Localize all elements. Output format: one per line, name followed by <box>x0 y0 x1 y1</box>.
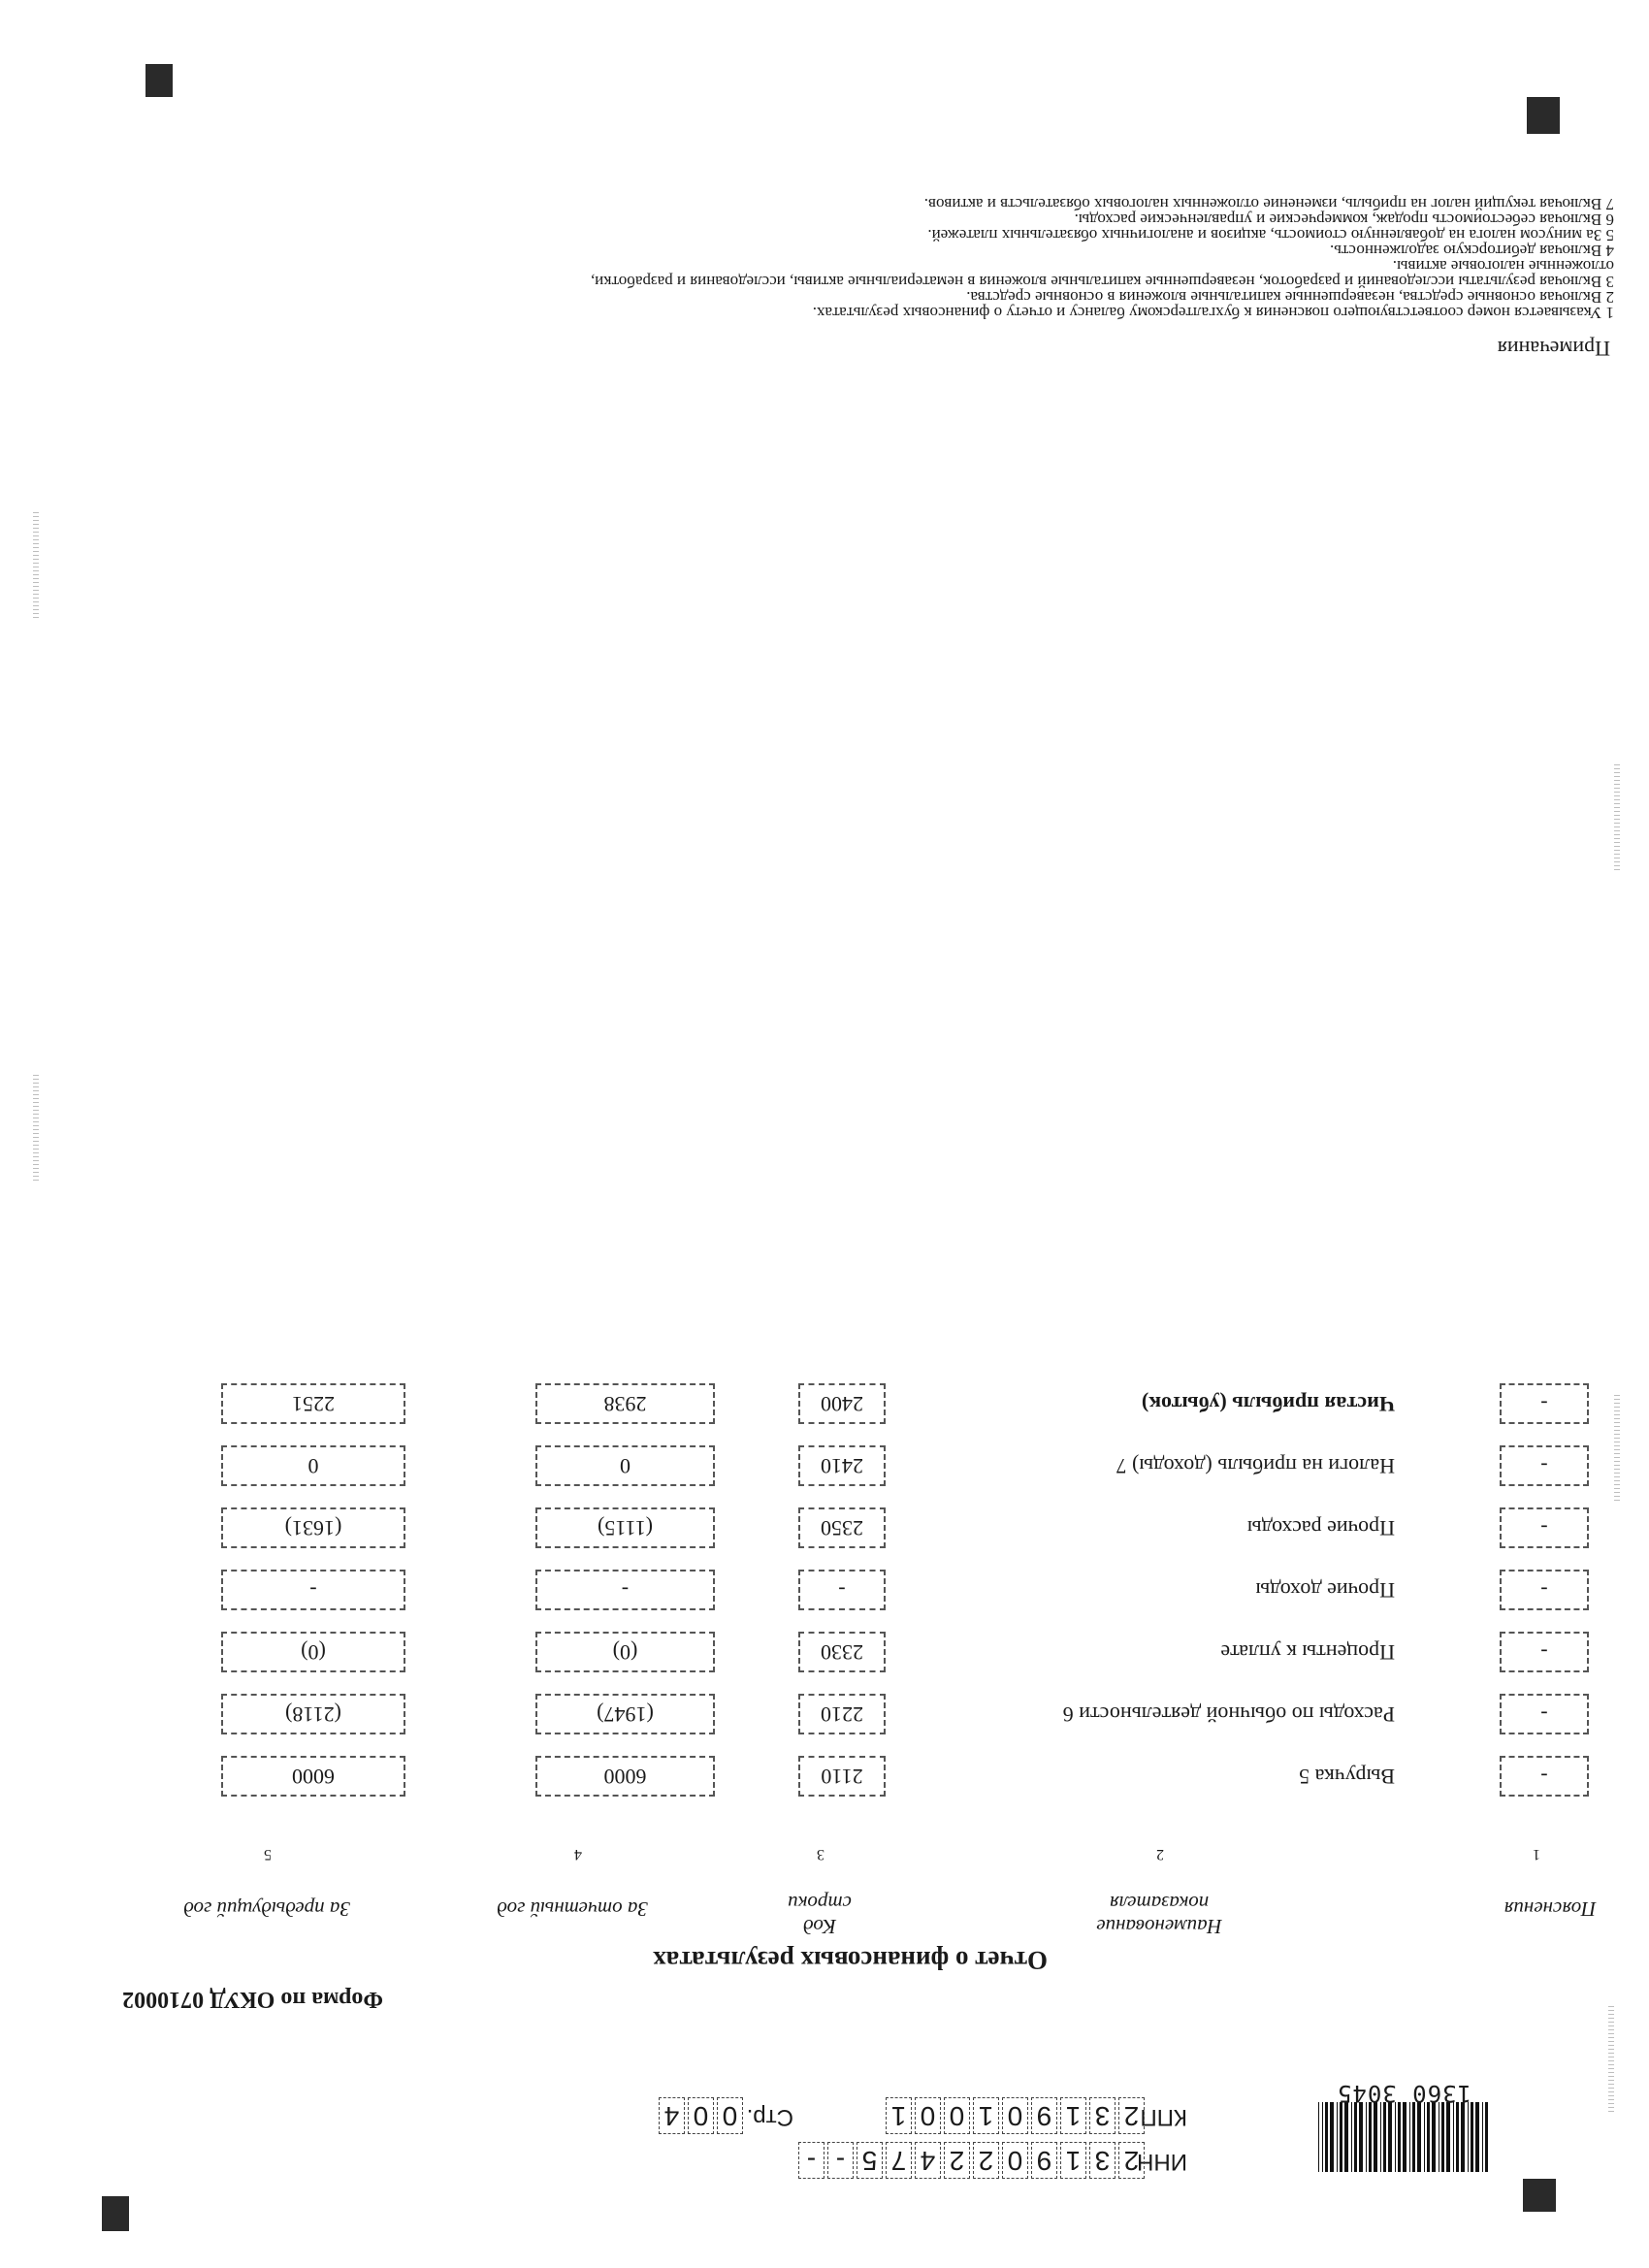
note-line: 3 Включая результаты исследований и разработок, незавершенные капитальные вложения в нематериальные активы, исследования и разработки, <box>590 273 1614 291</box>
page-cells <box>656 2097 743 2134</box>
kpp-cells <box>883 2097 1145 2134</box>
note-line: 4 Включая дебиторскую задолженность. <box>1329 242 1614 260</box>
digit-cell: 0 <box>915 2097 941 2134</box>
row-previous-value: (2118) <box>221 1694 405 1734</box>
digit-cell: 4 <box>659 2097 685 2134</box>
inn-cells <box>795 2142 1145 2179</box>
note-line: отложенные налоговые активы. <box>1392 257 1614 275</box>
row-code-cell: 2330 <box>798 1632 886 1672</box>
digit-cell: 9 <box>1031 2142 1057 2179</box>
row-previous-value: - <box>221 1570 405 1610</box>
inn-label: ИНН <box>1137 2149 1187 2175</box>
row-note-cell: - <box>1500 1570 1589 1610</box>
row-name: Налоги на прибыль (доходы) 7 <box>1116 1454 1395 1478</box>
scan-artifact <box>1614 764 1620 871</box>
corner-marker-bottom-right <box>102 2196 129 2231</box>
row-previous-value: (0) <box>221 1632 405 1672</box>
scan-artifact <box>1614 1395 1620 1502</box>
digit-cell: 3 <box>1089 2097 1116 2134</box>
column-number: 3 <box>817 1846 824 1863</box>
form-code: Форма по ОКУД 0710002 <box>122 1987 383 2012</box>
scan-artifact <box>1608 2006 1614 2113</box>
digit-cell: 0 <box>688 2097 714 2134</box>
row-current-value: 2938 <box>535 1383 715 1424</box>
digit-cell: 1 <box>886 2097 912 2134</box>
column-number: 1 <box>1533 1846 1540 1863</box>
digit-cell: 9 <box>1031 2097 1057 2134</box>
row-current-value: 6000 <box>535 1756 715 1797</box>
row-current-value: - <box>535 1570 715 1610</box>
column-header-name: Наименование показателя <box>1096 1892 1222 1938</box>
row-previous-value: 0 <box>221 1445 405 1486</box>
barcode-number: 1360 3045 <box>1336 2080 1472 2107</box>
corner-marker-top-left <box>1523 2179 1556 2212</box>
note-line: 2 Включая основные средства, незавершенные капитальные вложения в основные средства. <box>966 288 1614 307</box>
row-name: Проценты к уплате <box>1220 1640 1395 1665</box>
digit-cell: 2 <box>1118 2142 1145 2179</box>
digit-cell: 1 <box>973 2097 999 2134</box>
digit-cell: - <box>798 2142 824 2179</box>
digit-cell: 0 <box>717 2097 743 2134</box>
row-name: Прочие расходы <box>1246 1516 1395 1540</box>
row-current-value: (0) <box>535 1632 715 1672</box>
column-number: 5 <box>264 1846 272 1863</box>
row-note-cell: - <box>1500 1694 1589 1734</box>
digit-cell: 2 <box>944 2142 970 2179</box>
row-previous-value: 2251 <box>221 1383 405 1424</box>
digit-cell: 5 <box>857 2142 883 2179</box>
notes-title: Примечания <box>1497 337 1610 361</box>
barcode <box>1317 2101 1489 2173</box>
row-code-cell: 2400 <box>798 1383 886 1424</box>
digit-cell: 1 <box>1060 2142 1086 2179</box>
column-header-code: Код строки <box>788 1892 852 1938</box>
kpp-label: КПП <box>1140 2104 1187 2130</box>
corner-marker-bottom-left <box>1527 97 1560 134</box>
row-current-value: (1947) <box>535 1694 715 1734</box>
note-line: 6 Включая себестоимость продаж, коммерческие и управленческие расходы. <box>1074 211 1614 229</box>
column-header-notes: Пояснения <box>1504 1897 1597 1921</box>
scan-artifact <box>33 1075 39 1182</box>
row-note-cell: - <box>1500 1632 1589 1672</box>
row-previous-value: 6000 <box>221 1756 405 1797</box>
corner-marker-top-right <box>146 64 173 97</box>
row-code-cell: 2110 <box>798 1756 886 1797</box>
row-code-cell: 2350 <box>798 1507 886 1548</box>
row-code-cell: 2410 <box>798 1445 886 1486</box>
digit-cell: 7 <box>886 2142 912 2179</box>
row-previous-value: (1631) <box>221 1507 405 1548</box>
column-number: 4 <box>574 1846 582 1863</box>
note-line: 5 За минусом налога на добавленную стоимость, акцизов и аналогичных обязательных платежей. <box>927 226 1614 244</box>
digit-cell: - <box>827 2142 854 2179</box>
column-header-current: За отчетный год <box>497 1897 648 1921</box>
digit-cell: 4 <box>915 2142 941 2179</box>
row-note-cell: - <box>1500 1383 1589 1424</box>
digit-cell: 2 <box>1118 2097 1145 2134</box>
digit-cell: 0 <box>1002 2097 1028 2134</box>
note-line: 7 Включая текущий налог на прибыль, изменение отложенных налоговых обязательств и активов. <box>923 195 1614 213</box>
digit-cell: 0 <box>944 2097 970 2134</box>
note-line: 1 Указывается номер соответствующего пояснения к бухгалтерскому балансу и отчету о финансовых результатах. <box>812 304 1614 322</box>
row-code-cell: - <box>798 1570 886 1610</box>
row-note-cell: - <box>1500 1507 1589 1548</box>
scan-artifact <box>33 512 39 619</box>
digit-cell: 3 <box>1089 2142 1116 2179</box>
page-label: Стр. <box>746 2104 793 2130</box>
row-name: Чистая прибыль (убыток) <box>1141 1392 1395 1416</box>
column-number: 2 <box>1156 1846 1164 1863</box>
column-header-previous: За предыдущий год <box>183 1897 350 1921</box>
row-current-value: 0 <box>535 1445 715 1486</box>
row-name: Прочие доходы <box>1255 1578 1395 1603</box>
digit-cell: 0 <box>1002 2142 1028 2179</box>
row-current-value: (1115) <box>535 1507 715 1548</box>
row-name: Расходы по обычной деятельности 6 <box>1062 1702 1395 1727</box>
row-name: Выручка 5 <box>1299 1765 1395 1789</box>
digit-cell: 1 <box>1060 2097 1086 2134</box>
row-code-cell: 2210 <box>798 1694 886 1734</box>
row-note-cell: - <box>1500 1445 1589 1486</box>
row-note-cell: - <box>1500 1756 1589 1797</box>
report-title: Отчет о финансовых результатах <box>653 1946 1048 1975</box>
digit-cell: 2 <box>973 2142 999 2179</box>
